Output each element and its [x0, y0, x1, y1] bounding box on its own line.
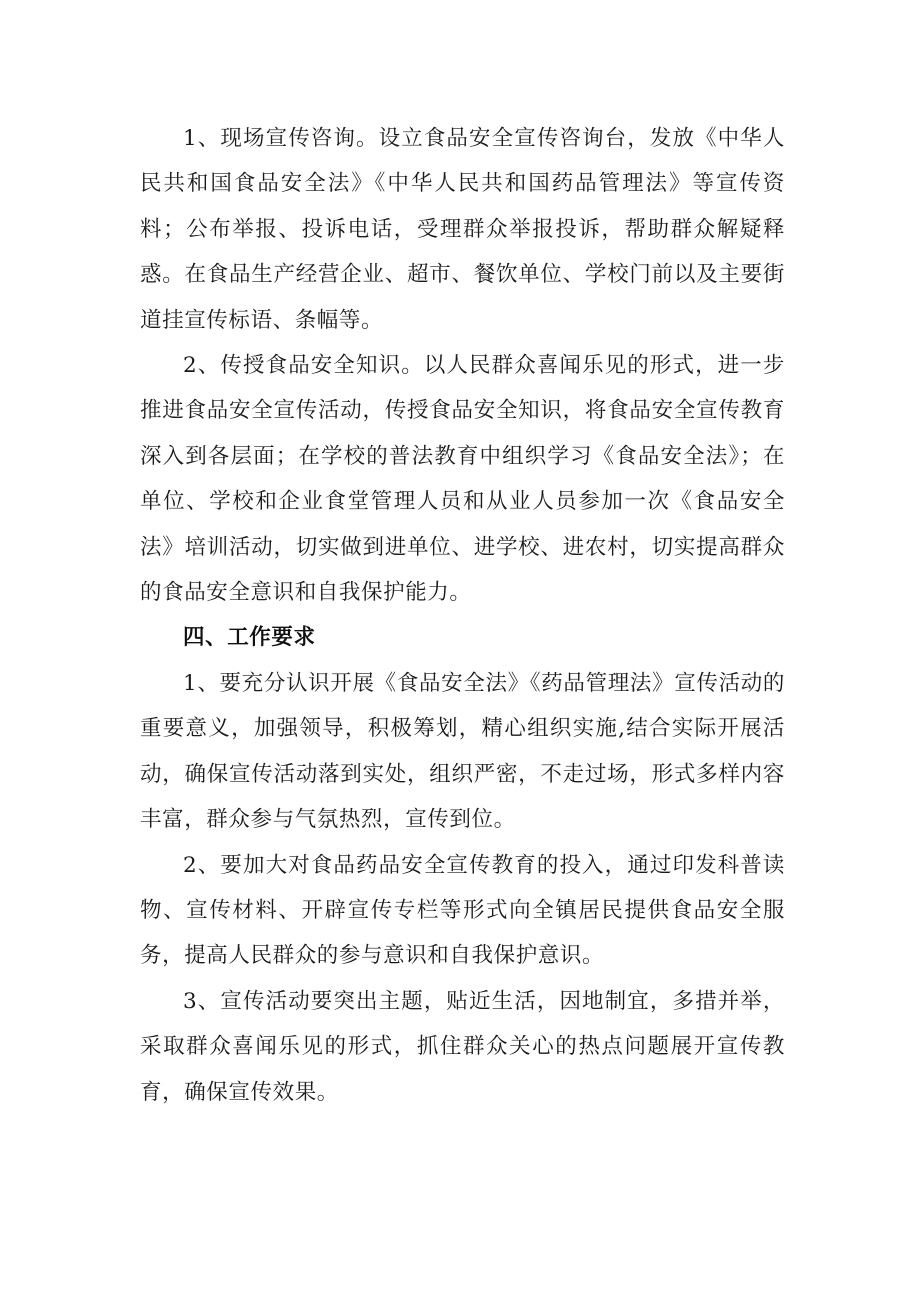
paragraph-requirement-1: 1、要充分认识开展《食品安全法》《药品管理法》宣传活动的重要意义，加强领导，积极筹划，精心组织实施,结合实际开展活动，确保宣传活动落到实处，组织严密，不走过场，形式多样内容丰富，群众参与气氛热烈，宣传到位。 [140, 670, 785, 833]
document-body [140, 116, 785, 1115]
paragraph-requirement-3: 3、宣传活动要突出主题，贴近生活，因地制宜，多措并举，采取群众喜闻乐见的形式，抓住群众关心的热点问题展开宣传教育，确保宣传效果。 [140, 988, 785, 1105]
paragraph-onsite-consultation: 1、现场宣传咨询。设立食品安全宣传咨询台，发放《中华人民共和国食品安全法》《中华人民共和国药品管理法》等宣传资料；公布举报、投诉电话，受理群众举报投诉，帮助群众解疑释惑。在食品生产经营企业、超市、餐饮单位、学校门前以及主要街道挂宣传标语、条幅等。 [140, 126, 785, 333]
paragraph-requirement-2: 2、要加大对食品药品安全宣传教育的投入，通过印发科普读物、宣传材料、开辟宣传专栏等形式向全镇居民提供食品安全服务，提高人民群众的参与意识和自我保护意识。 [140, 852, 785, 969]
paragraph-teach-food-safety: 2、传授食品安全知识。以人民群众喜闻乐见的形式，进一步推进食品安全宣传活动，传授食品安全知识，将食品安全宣传教育深入到各层面；在学校的普法教育中组织学习《食品安全法》；在单位、学校和企业食堂管理人员和从业人员参加一次《食品安全法》培训活动，切实做到进单位、进学校、进农村，切实提高群众的食品安全意识和自我保护能力。 [140, 353, 785, 606]
section-heading-work-requirements: 四、工作要求 [183, 625, 316, 651]
